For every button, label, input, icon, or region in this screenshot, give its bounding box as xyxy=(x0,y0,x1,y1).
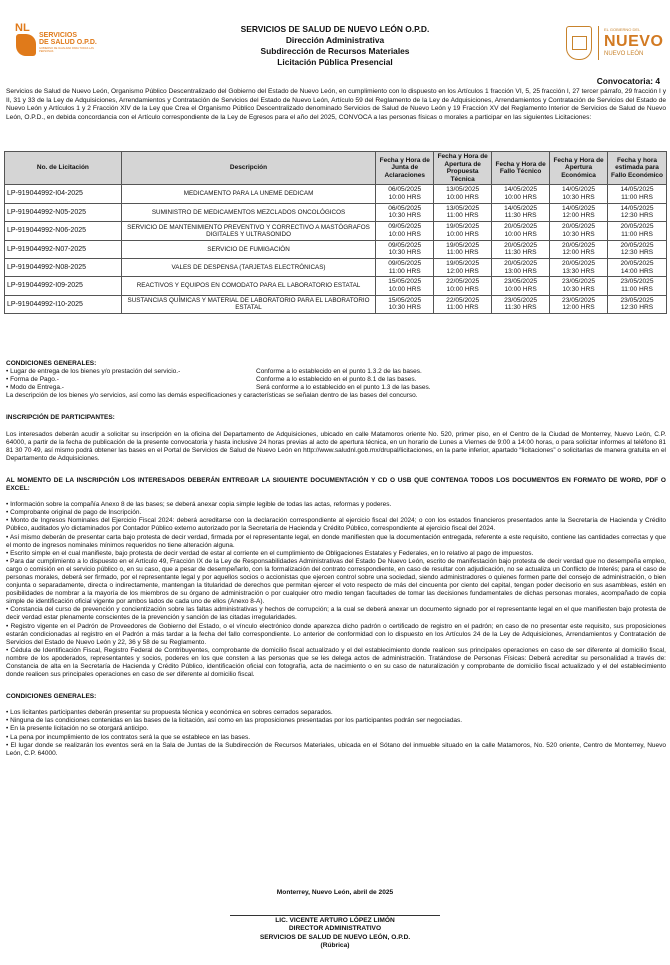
licitacion-description: MEDICAMENTO PARA LA UNEME DEDICAM xyxy=(121,185,375,203)
condicion-row: • Lugar de entrega de los bienes y/o prestación del servicio.- Conforme a lo establecido en el punto 1.3.2 de las bases. xyxy=(6,368,422,376)
date-time-cell: 15/05/2025 10:00 HRS xyxy=(376,277,434,295)
col-header-numero: No. de Licitación xyxy=(5,152,122,185)
col-header-fallo-economico: Fecha y hora estimada para Fallo Económico xyxy=(608,152,667,185)
date-time-cell: 20/05/2025 13:30 HRS xyxy=(550,258,608,276)
table-row xyxy=(5,277,667,295)
table-row xyxy=(5,203,667,221)
document-body xyxy=(6,360,666,758)
col-header-descripcion: Descripción xyxy=(121,152,375,185)
col-header-apertura-economica: Fecha y Hora de Apertura Económica xyxy=(550,152,608,185)
header-line-3: Subdirección de Recursos Materiales xyxy=(260,46,410,56)
list-item: • Monto de Ingresos Nominales del Ejercicio Fiscal 2024: deberá acreditarse con la declaración correspondiente al ejercicio fiscal del 2024; o con los estados financieros presentados ante la Secretaría de Hacienda y Crédito Público, auditados y/o dictaminados por Contador Público externo autorizado por la Secretaría de Hacienda y Crédito Público, correspondiente al ejercicio fiscal del 2024. xyxy=(6,517,666,533)
list-item: • En la presente licitación no se otorgará anticipo. xyxy=(6,725,149,733)
date-time-cell: 14/05/2025 11:30 HRS xyxy=(492,203,550,221)
date-time-cell: 09/05/2025 11:00 HRS xyxy=(376,258,434,276)
licitacion-number: LP-919044992-I04-2025 xyxy=(5,185,122,203)
list-item: • Así mismo deberán de presentar carta bajo protesta de decir verdad, firmada por el representante legal, en donde manifiesten que la documentación entregada, referente a este requisito, contiene las cantidades correctas y que el monto de ingresos nominales mínimos requeridos no tiene alteración alguna. xyxy=(6,533,666,549)
nl-mark: NL xyxy=(15,22,30,34)
logo-name: SERVICIOS DE SALUD O.P.D. xyxy=(39,32,97,46)
condiciones2-title: CONDICIONES GENERALES: xyxy=(6,693,97,701)
signer-org: SERVICIOS DE SALUD DE NUEVO LEÓN, O.P.D. xyxy=(259,933,411,941)
condicion-row: • Forma de Pago.- Conforme a lo establecido en el punto 8.1 de las bases. xyxy=(6,376,417,384)
condicion-row: • Modo de Entrega.- Será conforme a lo establecido en el punto 1.3 de las bases. xyxy=(6,384,431,392)
licitacion-number: LP-919044992-N08-2025 xyxy=(5,258,122,276)
date-time-cell: 06/05/2025 10:00 HRS xyxy=(376,185,434,203)
signer-role: DIRECTOR ADMINISTRATIVO xyxy=(288,925,382,933)
date-time-cell: 20/05/2025 12:30 HRS xyxy=(608,240,667,258)
table-row xyxy=(5,222,667,240)
date-time-cell: 23/05/2025 12:30 HRS xyxy=(608,295,667,313)
table-row xyxy=(5,295,667,313)
condiciones2-list xyxy=(6,709,666,758)
date-time-cell: 23/05/2025 10:00 HRS xyxy=(492,277,550,295)
document-header xyxy=(170,24,500,68)
intro-paragraph: Servicios de Salud de Nuevo León, Organismo Público Descentralizado del Gobierno del Estado de Nuevo León, en cumplimiento con lo dispuesto en los Artículos 1 fracción VI, 5, 25 fracción I, 27 tercer párrafo, 29 fracción I y II, 31 y 33 de la Ley de Adquisiciones, Arrendamientos y Contratación de Servicios del Estado de Nuevo León, Artículo 59 del Reglamento de la Ley de Adquisiciones, Arrendamientos y Contratación de Servicios del Estado de Nuevo León y Artículos 1 y 2 Fracción XIV de la Ley que Crea el Organismo Público Descentralizado denominado Servicios de Salud de Nuevo León y 19 Fracción XV del Reglamento Interior de Servicios de Salud de Nuevo León, O.P.D., en debida concordancia con el Artículo correspondiente de la Ley de Egresos para el año del 2025, CONVOCA a las personas físicas o morales a participar en las siguientes Licitaciones: xyxy=(6,88,666,121)
date-time-cell: 13/05/2025 10:00 HRS xyxy=(434,185,492,203)
date-time-cell: 09/05/2025 10:00 HRS xyxy=(376,222,434,240)
table-header-row xyxy=(5,152,667,185)
date-time-cell: 20/05/2025 13:00 HRS xyxy=(492,258,550,276)
date-time-cell: 06/05/2025 10:30 HRS xyxy=(376,203,434,221)
date-time-cell: 22/05/2025 10:00 HRS xyxy=(434,277,492,295)
date-time-cell: 14/05/2025 12:30 HRS xyxy=(608,203,667,221)
date-time-cell: 14/05/2025 11:00 HRS xyxy=(608,185,667,203)
date-time-cell: 20/05/2025 10:00 HRS xyxy=(492,222,550,240)
signer-name: LIC. VICENTE ARTURO LÓPEZ LIMÓN xyxy=(275,917,395,925)
table-row xyxy=(5,185,667,203)
date-time-cell: 09/05/2025 10:30 HRS xyxy=(376,240,434,258)
list-item: • Constancia del curso de prevención y concientización sobre las faltas administrativas y hechos de corrupción; a la cual se deberá anexar un documento signado por el representante legal en el que manifiesten bajo protesta de decir verdad estar plenamente conscientes de la prevención y sanción de las citadas irregularidades. xyxy=(6,606,666,622)
list-item: • Los licitantes participantes deberán presentar su propuesta técnica y económica en sobres cerrados separados. xyxy=(6,709,333,717)
table-row xyxy=(5,240,667,258)
date-time-cell: 13/05/2025 11:00 HRS xyxy=(434,203,492,221)
date-time-cell: 20/05/2025 11:00 HRS xyxy=(608,222,667,240)
licitacion-number: LP-919044992-N05-2025 xyxy=(5,203,122,221)
list-item: • Información sobre la compañía Anexo 8 de las bases; se deberá anexar copia simple legible de todas las actas, reformas y poderes. xyxy=(6,501,392,509)
list-item: • Ninguna de las condiciones contenidas en las bases de la licitación, así como en las proposiciones presentadas por los participantes podrán ser negociadas. xyxy=(6,717,463,725)
date-time-cell: 20/05/2025 14:00 HRS xyxy=(608,258,667,276)
licitacion-description: SUMINISTRO DE MEDICAMENTOS MEZCLADOS ONCOLÓGICOS xyxy=(121,203,375,221)
licitacion-description: REACTIVOS Y EQUIPOS EN COMODATO PARA EL LABORATORIO ESTATAL xyxy=(121,277,375,295)
date-time-cell: 20/05/2025 11:30 HRS xyxy=(492,240,550,258)
header-line-1: SERVICIOS DE SALUD DE NUEVO LEÓN O.P.D. xyxy=(240,24,430,34)
date-time-cell: 19/05/2025 10:00 HRS xyxy=(434,222,492,240)
list-item: • La pena por incumplimiento de los contratos será la que se establece en las bases. xyxy=(6,733,251,741)
signature-block xyxy=(170,889,500,950)
licitacion-number: LP-919044992-N06-2025 xyxy=(5,222,122,240)
table-body xyxy=(5,185,667,314)
rubrica: (Rúbrica) xyxy=(320,941,350,949)
licitacion-number: LP-919044992-I09-2025 xyxy=(5,277,122,295)
condiciones-title: CONDICIONES GENERALES: xyxy=(6,360,97,367)
date-time-cell: 14/05/2025 10:30 HRS xyxy=(550,185,608,203)
place-date: Monterrey, Nuevo León, abril de 2025 xyxy=(276,889,394,896)
date-time-cell: 23/05/2025 12:00 HRS xyxy=(550,295,608,313)
list-item: • Comprobante original de pago de Inscripción. xyxy=(6,509,142,517)
date-time-cell: 23/05/2025 11:30 HRS xyxy=(492,295,550,313)
date-time-cell: 20/05/2025 10:30 HRS xyxy=(550,222,608,240)
date-time-cell: 14/05/2025 10:00 HRS xyxy=(492,185,550,203)
date-time-cell: 23/05/2025 11:00 HRS xyxy=(608,277,667,295)
date-time-cell: 15/05/2025 10:30 HRS xyxy=(376,295,434,313)
servicios-salud-logo xyxy=(15,22,95,60)
inscripcion-title: INSCRIPCIÓN DE PARTICIPANTES: xyxy=(6,414,115,422)
list-item: • Cédula de Identificación Fiscal, Registro Federal de Contribuyentes, comprobante de domicilio fiscal actualizado y el del establecimiento donde realicen sus principales operaciones en caso de ser diferente al domicilio fiscal, nombre de los apoderados, representantes y socios, poderes en los que consten a las personas que se les delega actos de administración. Tratándose de Personas Físicas: Deberá acreditar su personalidad a través de: Constancia de alta en la Secretaría de Hacienda y Crédito Público, identificación oficial con fotografía, acta de nacimiento o en su caso de naturalización y comprobante de domicilio fiscal actualizado y el del establecimiento donde realicen sus principales operaciones en caso de ser diferente al domicilio fiscal. xyxy=(6,646,666,679)
list-item: • Registro vigente en el Padrón de Proveedores de Gobierno del Estado, o el vínculo electrónico donde aparezca dicho padrón o certificado de registro en el padrón; en caso de no presentar este requisito, sus proposiciones estarán condicionadas al registro en el Padrón a más tardar a la fecha del fallo correspondiente. Lo anterior de conformidad con lo dispuesto en los Artículos 24 de la Ley de Adquisiciones, Arrendamientos y Contratación de Servicios del Estado de Nuevo León y 22, 36 y 58 de su Reglamento. xyxy=(6,622,666,646)
date-time-cell: 14/05/2025 12:00 HRS xyxy=(550,203,608,221)
licitacion-description: SERVICIO DE FUMIGACIÓN xyxy=(121,240,375,258)
licitaciones-table xyxy=(4,151,667,314)
licitacion-description: SUSTANCIAS QUÍMICAS Y MATERIAL DE LABORATORIO PARA EL LABORATORIO ESTATAL xyxy=(121,295,375,313)
documentacion-title: AL MOMENTO DE LA INSCRIPCIÓN LOS INTERESADOS DEBERÁN ENTREGAR LA SIGUIENTE DOCUMENTACIÓN Y CD O USB QUE CONTENGA TODOS LOS DOCUMENTOS EN FORMATO DE WORD, PDF O EXCEL: xyxy=(6,476,666,493)
gobierno-nuevo-logo: EL GOBIERNO DEL NUEVO NUEVO LEÓN xyxy=(566,24,664,64)
header-line-4: Licitación Pública Presencial xyxy=(277,57,393,67)
table-row xyxy=(5,258,667,276)
licitacion-number: LP-919044992-N07-2025 xyxy=(5,240,122,258)
date-time-cell: 23/05/2025 10:30 HRS xyxy=(550,277,608,295)
list-item: • Escrito simple en el cual manifieste, bajo protesta de decir verdad de estar al corriente en el cumplimiento de Obligaciones Estatales y Federales, en lo relativo al pago de impuestos. xyxy=(6,549,534,557)
date-time-cell: 19/05/2025 11:00 HRS xyxy=(434,240,492,258)
convocatoria-number: Convocatoria: 4 xyxy=(596,76,660,86)
condiciones-note: La descripción de los bienes y/o servicios, así como las demás especificaciones y características se señalan dentro de las bases del concurso. xyxy=(6,392,418,400)
hands-icon xyxy=(16,34,36,56)
col-header-junta: Fecha y Hora de Junta de Aclaraciones xyxy=(376,152,434,185)
list-item: • Para dar cumplimiento a lo dispuesto en el Artículo 49, Fracción IX de la Ley de Responsabilidades Administrativas del Estado De Nuevo León, escrito de manifestación bajo protesta de decir verdad que no desempeña empleo, cargo o comisión en el servicio público o, en su caso, que a pesar de desempeñarlo, con la formalización del contrato correspondiente, en caso de resultar con adjudicación, no se actualiza un Conflicto de Interés; para el caso de personas morales, deberá ser firmado, por el representante legal y por aquellos socios o accionistas que ejercen control sobre una sociedad, siendo administradores o quienes formen parte del consejo de administración, o bien conjunta o separadamente, directa o indirectamente, mantengan la titularidad de derechos que permitan ejercer el voto respecto de más del cincuenta por ciento del capital, tengan poder decisorio en sus asambleas, estén en posibilidades de nombrar a la mayoría de los miembros de su órgano de administración o por cualquier otro medio tengan facultades de tomar las decisiones fundamentales de dichas personas morales, acompañado de copia simple de identificación oficial vigente por ambos lados de cada uno de ellos (Anexo 8-A). xyxy=(6,557,666,606)
licitacion-description: VALES DE DESPENSA (TARJETAS ELECTRÓNICAS) xyxy=(121,258,375,276)
inscripcion-text: Los interesados deberán acudir a solicitar su inscripción en la oficina del Departamento de Adquisiciones, ubicado en calle Matamoros oriente No. 520, primer piso, en el Centro de la Ciudad de Monterrey, Nuevo León, C.P. 64000, a partir de la fecha de publicación de la presente convocatoria y hasta inclusive 24 horas previas al acto de apertura técnica, en un horario de Lunes a Viernes de 9:00 a 14:00 horas, o para solicitar informes al teléfono 81 81 30 70 49, así mismo podrá obtener las bases en el Portal de Servicios de Salud de Nuevo León en http://www.saludnl.gob.mx/drupal/licitaciones, en la parte inferior, apartado “licitaciones” o solicitarlas de manera gratuita en el Departamento de Adquisiciones. xyxy=(6,430,666,462)
date-time-cell: 20/05/2025 12:00 HRS xyxy=(550,240,608,258)
coat-of-arms-icon xyxy=(566,26,592,60)
date-time-cell: 22/05/2025 11:00 HRS xyxy=(434,295,492,313)
date-time-cell: 19/05/2025 12:00 HRS xyxy=(434,258,492,276)
col-header-fallo-tecnico: Fecha y Hora de Fallo Técnico xyxy=(492,152,550,185)
col-header-apertura-tecnica: Fecha y Hora de Apertura de Propuesta Técnica xyxy=(434,152,492,185)
logo-slogan: GOBIERNO DE IGUALDAD PARA TODAS LAS PERSONAS xyxy=(39,47,94,53)
list-item: • El lugar donde se realizarán los eventos será en la Sala de Juntas de la Subdirección de Recursos Materiales, ubicada en el Sótano del inmueble situado en la calle Matamoros, No. 520 oriente, Centro de Monterrey, Nuevo León, C.P. 64000. xyxy=(6,741,666,757)
header-line-2: Dirección Administrativa xyxy=(285,35,385,45)
documentacion-list xyxy=(6,501,666,679)
licitacion-number: LP-919044992-I10-2025 xyxy=(5,295,122,313)
licitacion-description: SERVICIO DE MANTENIMIENTO PREVENTIVO Y CORRECTIVO A MASTÓGRAFOS DIGITALES Y ULTRASONIDO xyxy=(121,222,375,240)
